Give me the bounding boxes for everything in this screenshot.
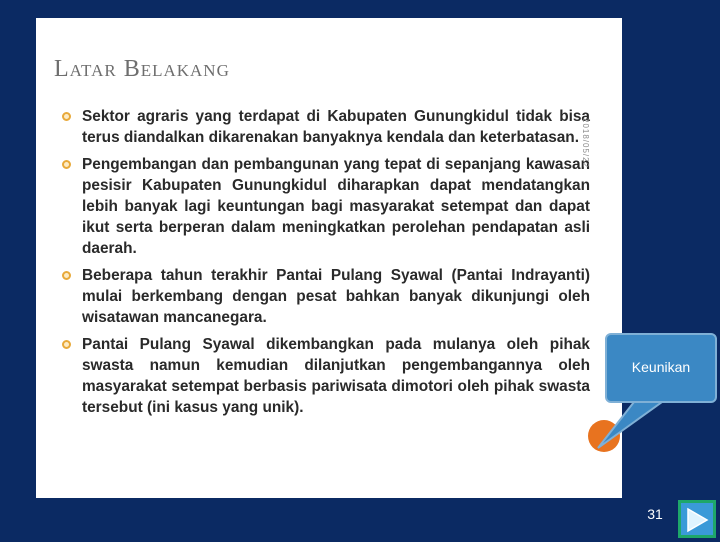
bullet-circle-icon bbox=[62, 340, 71, 349]
bullet-text: Pantai Pulang Syawal dikembangkan pada mulanya oleh pihak swasta namun kemudian dilanjutkan pengembangannya oleh masyarakat setempat berbasis pariwisata dimotori oleh pihak swasta tersebut (ini kasus yang unik). bbox=[82, 336, 590, 416]
slide-title: Latar Belakang bbox=[54, 56, 230, 82]
callout-text: Keunikan bbox=[631, 359, 691, 375]
callout-keunikan bbox=[605, 333, 717, 403]
bullet-list bbox=[58, 106, 590, 424]
bullet-text: Beberapa tahun terakhir Pantai Pulang Syawal (Pantai Indrayanti) mulai berkembang dengan pesat bahkan banyak dikunjungi oleh wisatawan mancanegara. bbox=[82, 267, 590, 326]
list-item bbox=[58, 106, 590, 148]
next-slide-button[interactable] bbox=[678, 500, 716, 538]
bullet-circle-icon bbox=[62, 112, 71, 121]
list-item bbox=[58, 334, 590, 418]
orange-marker bbox=[588, 420, 620, 452]
vertical-stamp: 2018/05/22 bbox=[581, 118, 590, 169]
bullet-circle-icon bbox=[62, 271, 71, 280]
page-number: 31 bbox=[647, 506, 663, 522]
list-item bbox=[58, 154, 590, 259]
bullet-circle-icon bbox=[62, 160, 71, 169]
list-item bbox=[58, 265, 590, 328]
next-arrow-icon bbox=[685, 507, 709, 533]
bullet-text: Pengembangan dan pembangunan yang tepat di sepanjang kawasan pesisir Kabupaten Gunungkidul diharapkan dapat mendatangkan lebih banyak lagi keuntungan bagi masyarakat setempat dan dapat ikut serta berperan dalam meningkatkan perolehan pendapatan asli daerah. bbox=[82, 156, 590, 257]
slide-card bbox=[36, 18, 622, 498]
bullet-text: Sektor agraris yang terdapat di Kabupaten Gunungkidul tidak bisa terus diandalkan dikarenakan banyaknya kendala dan keterbatasan. bbox=[82, 108, 590, 146]
